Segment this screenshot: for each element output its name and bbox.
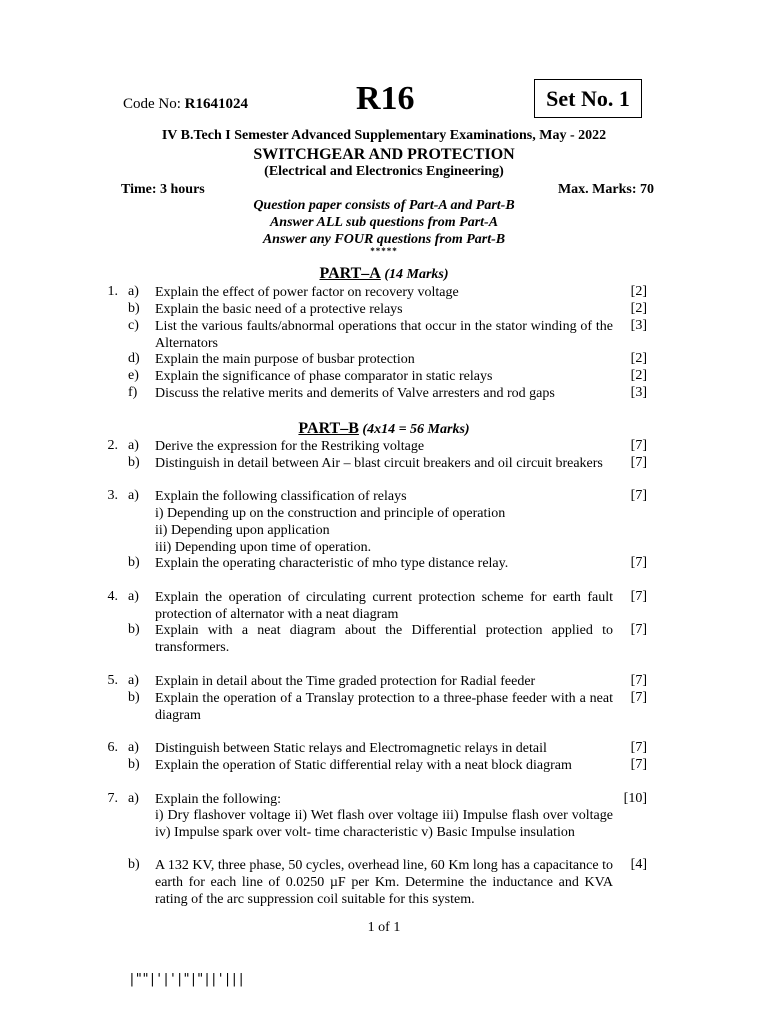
question-marks: [7]: [630, 740, 647, 755]
question-text: List the various faults/abnormal operations that occur in the stator winding of the Alternators: [155, 319, 613, 351]
sub-label: b): [128, 455, 140, 470]
question-subpoint: i) Dry flashover voltage ii) Wet flash over voltage iii) Impulse flash over voltage iv) Impulse spark over volt- time characteristic v) Basic Impulse insulation: [155, 808, 613, 840]
question-number: 6.: [107, 740, 118, 755]
question-marks: [7]: [630, 455, 647, 470]
barcode-text: |""|'|'|"|"||'|||: [128, 972, 245, 987]
question-marks: [2]: [630, 301, 647, 316]
question-text: Distinguish between Static relays and Electromagnetic relays in detail: [155, 741, 547, 756]
sub-label: b): [128, 301, 140, 316]
question-marks: [3]: [630, 318, 647, 333]
sub-label: e): [128, 368, 139, 383]
stars-divider: *****: [370, 246, 398, 256]
question-marks: [7]: [630, 438, 647, 453]
question-marks: [2]: [630, 351, 647, 366]
sub-label: a): [128, 673, 139, 688]
instruction-1: Question paper consists of Part-A and Part-B: [253, 198, 515, 213]
sub-label: a): [128, 438, 139, 453]
sub-label: d): [128, 351, 140, 366]
sub-label: a): [128, 589, 139, 604]
instruction-2: Answer ALL sub questions from Part-A: [269, 215, 499, 230]
question-marks: [4]: [630, 857, 647, 872]
question-marks: [2]: [630, 368, 647, 383]
question-text: Explain the following:: [155, 792, 281, 807]
part-a-title: PART–A: [319, 265, 381, 282]
question-text: Explain the operation of Static differential relay with a neat block diagram: [155, 758, 572, 773]
code-value: R1641024: [184, 96, 249, 112]
question-text: Explain with a neat diagram about the Differential protection applied to transformers.: [155, 623, 613, 655]
question-text: Explain the following classification of relays: [155, 489, 407, 504]
question-text: Discuss the relative merits and demerits of Valve arresters and rod gaps: [155, 386, 555, 401]
part-b-title: PART–B: [298, 420, 359, 437]
question-marks: [7]: [630, 589, 647, 604]
sub-label: b): [128, 555, 140, 570]
question-text: Explain the main purpose of busbar protection: [155, 352, 415, 367]
question-marks: [2]: [630, 284, 647, 299]
question-subpoint: i) Depending up on the construction and principle of operation: [155, 506, 506, 521]
code-label: Code No:: [123, 96, 181, 112]
question-marks: [7]: [630, 488, 647, 503]
question-text: Explain the operating characteristic of mho type distance relay.: [155, 556, 509, 571]
question-text: Explain the basic need of a protective relays: [155, 302, 403, 317]
question-text: Explain the effect of power factor on recovery voltage: [155, 285, 459, 300]
code-number: [123, 96, 248, 113]
exam-title: IV B.Tech I Semester Advanced Supplementary Examinations, May - 2022: [161, 128, 607, 143]
question-number: 7.: [107, 791, 118, 806]
question-text: Derive the expression for the Restriking voltage: [155, 439, 425, 454]
sub-label: a): [128, 284, 139, 299]
question-marks: [7]: [630, 757, 647, 772]
question-number: 1.: [107, 284, 118, 299]
regulation-code: R16: [356, 80, 415, 117]
question-text: Explain the significance of phase comparator in static relays: [155, 369, 493, 384]
sub-label: b): [128, 857, 140, 872]
sub-label: c): [128, 318, 139, 333]
question-marks: [7]: [630, 690, 647, 705]
sub-label: b): [128, 622, 140, 637]
page-number: 1 of 1: [367, 920, 401, 935]
question-text: Explain the operation of a Translay protection to a three-phase feeder with a neat diagram: [155, 691, 613, 723]
sub-label: a): [128, 488, 139, 503]
question-marks: [10]: [623, 791, 647, 806]
question-number: 5.: [107, 673, 118, 688]
set-number-box: [534, 79, 642, 118]
max-marks: Max. Marks: 70: [557, 182, 654, 197]
set-number: Set No. 1: [546, 85, 630, 111]
question-number: 2.: [107, 438, 118, 453]
question-marks: [7]: [630, 622, 647, 637]
question-text: A 132 KV, three phase, 50 cycles, overhead line, 60 Km long has a capacitance to earth for each line of 0.0250 µF per Km. Determine the inductance and KVA rating of the arc suppression coil suitable for this system.: [155, 858, 613, 907]
question-marks: [3]: [630, 385, 647, 400]
question-marks: [7]: [630, 555, 647, 570]
question-text: Explain in detail about the Time graded protection for Radial feeder: [155, 674, 536, 689]
question-marks: [7]: [630, 673, 647, 688]
part-b-marks: (4x14 = 56 Marks): [362, 422, 470, 437]
sub-label: a): [128, 791, 139, 806]
sub-label: b): [128, 690, 140, 705]
part-b-heading: [0, 420, 768, 438]
instruction-3: Answer any FOUR questions from Part-B: [262, 232, 506, 247]
subject-title: SWITCHGEAR AND PROTECTION: [253, 146, 515, 163]
part-a-marks: (14 Marks): [384, 267, 449, 282]
question-subpoint: iii) Depending upon time of operation.: [155, 540, 372, 555]
question-text: Distinguish in detail between Air – blast circuit breakers and oil circuit breakers: [155, 456, 603, 471]
sub-label: b): [128, 757, 140, 772]
sub-label: f): [128, 385, 138, 400]
branch-title: (Electrical and Electronics Engineering): [264, 164, 504, 179]
question-number: 3.: [107, 488, 118, 503]
question-text: Explain the operation of circulating current protection scheme for earth fault protection of alternator with a neat diagram: [155, 590, 613, 622]
exam-duration: Time: 3 hours: [121, 182, 205, 197]
sub-label: a): [128, 740, 139, 755]
question-subpoint: ii) Depending upon application: [155, 523, 330, 538]
question-number: 4.: [107, 589, 118, 604]
part-a-heading: [0, 265, 768, 283]
